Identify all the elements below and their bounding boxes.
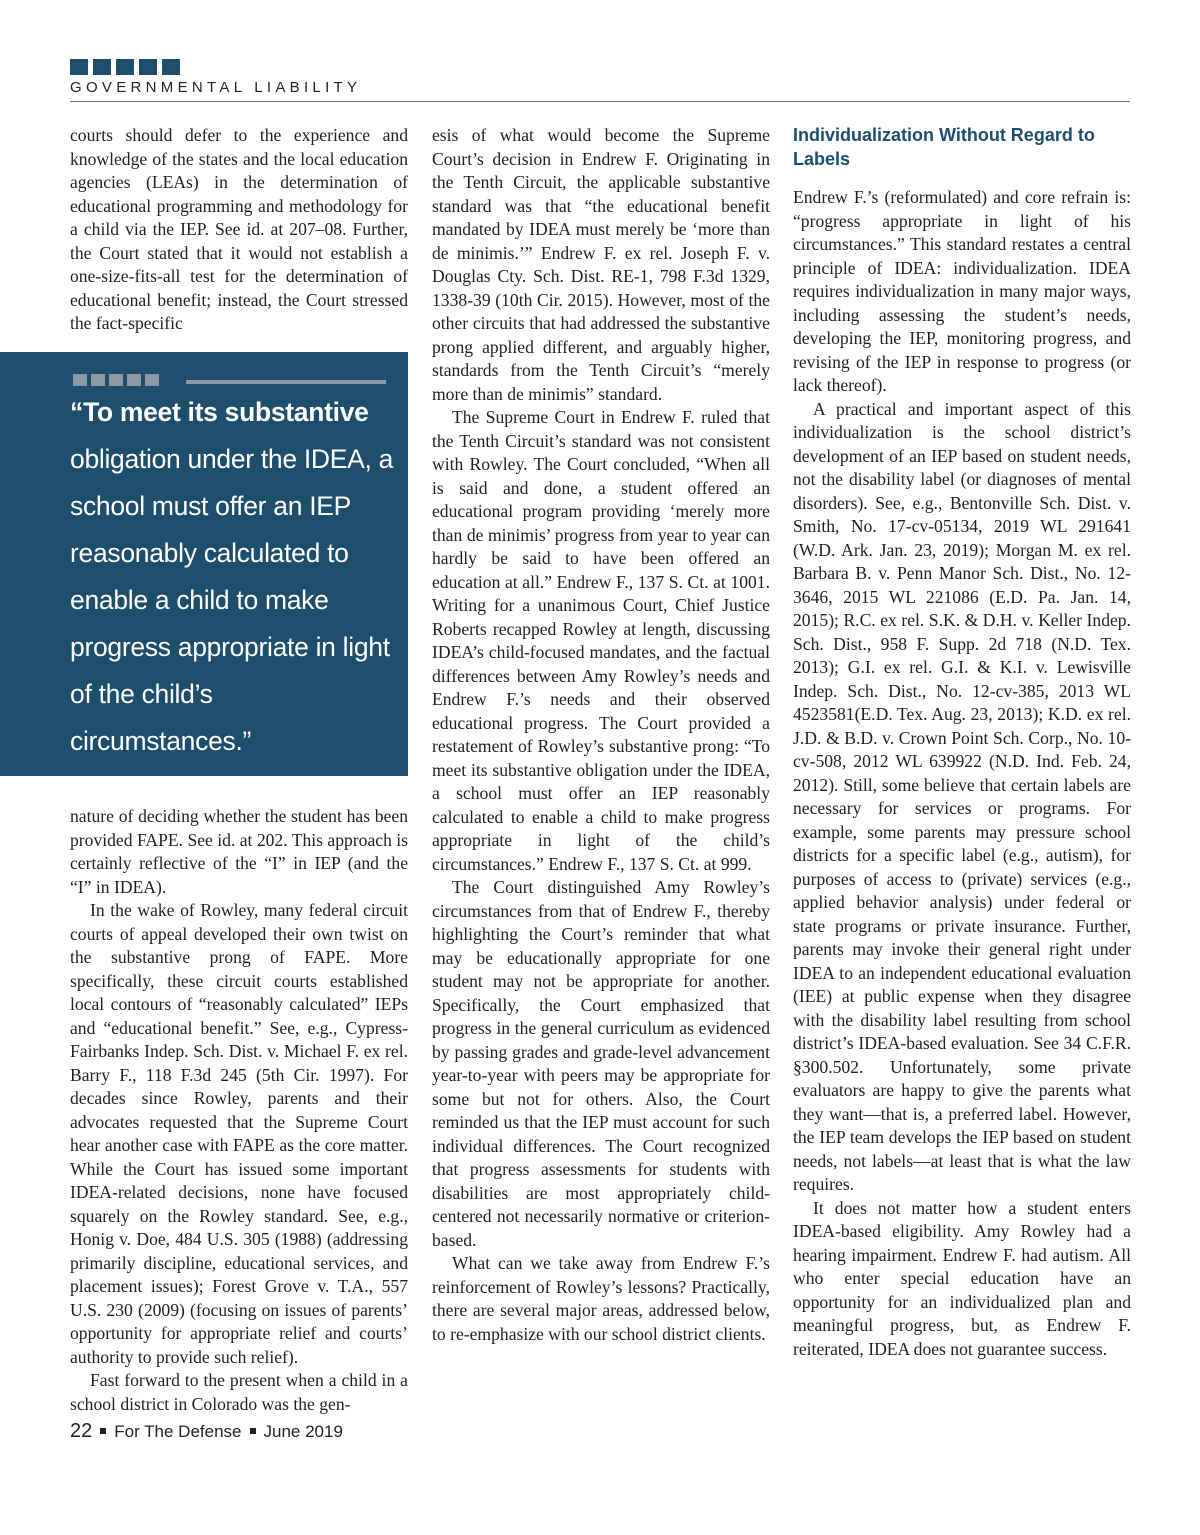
section-label: GOVERNMENTAL LIABILITY: [70, 79, 362, 96]
header-square: [162, 59, 180, 75]
paragraph: Fast forward to the present when a child in a school district in Colorado was the gen-: [70, 1370, 408, 1414]
ornament-square: [91, 374, 105, 386]
ornament-square: [127, 374, 141, 386]
paragraph: The Supreme Court in Endrew F. ruled that the Tenth Circuit’s standard was not consistent with Rowley. The Court concluded, “When all is said and done, a student offered an educational program providing ‘merely more than de minimis’ progress from year to year can hardly be said to have been offered an education at all.” Endrew F., 137 S. Ct. at 1001. Writing for a unanimous Court, Chief Justice Roberts recapped Rowley at length, discussing IDEA’s child-focused mandates, and the factual differences between Amy Rowley’s needs and Endrew F.’s needs and their observed educational progress. The Court provided a restatement of Rowley’s substantive prong: “To meet its substantive obligation under the IDEA, a school must offer an IEP reasonably calculated to enable a child to make progress appropriate in light of the child’s circumstances.” Endrew F., 137 S. Ct. at 999.: [432, 407, 770, 874]
separator-dot: [100, 1428, 106, 1434]
paragraph: Endrew F.’s (reformulated) and core refrain is: “progress appropriate in light of his circumstances.” This standard restates a central principle of IDEA: individualization. IDEA requires individualization in many major ways, including assessing the student’s needs, developing the IEP, monitoring progress, and revising of the IEP in response to progress (or lack thereof).: [793, 187, 1131, 395]
header-rule: [70, 101, 1130, 102]
paragraph: A practical and important aspect of this individualization is the school district’s development of an IEP based on student needs, not the disability label (or diagnoses of mental disorders). See, e.g., Bentonville Sch. Dist. v. Smith, No. 17-cv-05134, 2019 WL 291641 (W.D. Ark. Jan. 23, 2019); Morgan M. ex rel. Barbara B. v. Penn Manor Sch. Dist., No. 12-3646, 2015 WL 221086 (E.D. Pa. Jan. 14, 2015); R.C. ex rel. S.K. & D.H. v. Keller Indep. Sch. Dist., 958 F. Supp. 2d 718 (N.D. Tex. 2013); G.I. ex rel. G.I. & K.I. v. Lewisville Indep. Sch. Dist., No. 12-cv-385, 2013 WL 4523581(E.D. Tex. Aug. 23, 2013); K.D. ex rel. J.D. & B.D. v. Crown Point Sch. Corp., No. 10-cv-508, 2012 WL 639922 (N.D. Ind. Feb. 24, 2012). Still, some believe that certain labels are necessary for services or programs. For example, some parents may pressure school districts for a specific label (e.g., autism), for purposes of access to (private) services (e.g., applied behavior analysis) under federal or state programs or private insurance. Further, parents may invoke their general right under IDEA to an independent educational evaluation (IEE) at public expense when they disagree with the disability label resulting from school district’s IDEA-based evaluation. See 34 C.F.R. §300.502. Unfortunately, some private evaluators are happy to give the parents what they want—that is, a preferred label. However, the IEP team develops the IEP based on student needs, not labels—at least that is what the law requires.: [793, 398, 1131, 1194]
pull-quote-body: obligation under the IDEA, a school must offer an IEP reasonably calculated to enable a child to make progress appropriate in light of the child’s circumstances.”: [70, 444, 394, 756]
section-heading: Individualization Without Regard to Labels: [793, 125, 1095, 169]
paragraph: nature of deciding whether the student has been provided FAPE. See id. at 202. This approach is certainly reflective of the “I” in IEP (and the “I” in IDEA).: [70, 806, 408, 897]
header-square: [116, 59, 134, 75]
paragraph: It does not matter how a student enters IDEA-based eligibility. Amy Rowley had a hearing impairment. Endrew F. had autism. All who enter special education have an opportunity for an individualized plan and meaningful progress, but, as Endrew F. reiterated, IDEA does not guarantee success.: [793, 1197, 1131, 1359]
page-number: 22: [70, 1420, 93, 1442]
separator-dot: [250, 1428, 256, 1434]
ornament-square: [109, 374, 123, 386]
pull-quote-rule: [186, 380, 386, 384]
header-square: [93, 59, 111, 75]
paragraph: In the wake of Rowley, many federal circuit courts of appeal developed their own twist on the substantive prong of FAPE. More specifically, these circuit courts established local contours of “reasonably calculated” IEPs and “educational benefit.” See, e.g., Cypress-Fairbanks Indep. Sch. Dist. v. Michael F. ex rel. Barry F., 118 F.3d 245 (5th Cir. 1997). For decades since Rowley, parents and their advocates requested that the Supreme Court hear another case with FAPE as the core matter. While the Court has issued some important IDEA-related decisions, none have focused squarely on the Rowley standard. See, e.g., Honig v. Doe, 484 U.S. 305 (1988) (addressing primarily discipline, educational services, and placement issues); Forest Grove v. T.A., 557 U.S. 230 (2009) (focusing on issues of parents’ opportunity for appropriate relief and courts’ authority to provide such relief).: [70, 900, 408, 1367]
paragraph: What can we take away from Endrew F.’s reinforcement of Rowley’s lessons? Practically, there are several major areas, addressed below, to re-emphasize with our school district clients.: [432, 1253, 770, 1344]
ornament-square: [145, 374, 159, 386]
publication-name: For The Defense: [114, 1422, 242, 1441]
right-column: [793, 186, 1131, 1359]
header-squares: [70, 59, 180, 75]
issue-date: June 2019: [263, 1422, 343, 1441]
header-square: [139, 59, 157, 75]
pull-quote-lead: “To meet its substantive: [70, 397, 369, 427]
middle-column: [432, 124, 770, 1344]
left-column-bottom: [70, 805, 408, 1447]
pull-quote-ornament: [73, 374, 159, 386]
ornament-square: [73, 374, 87, 386]
paragraph: courts should defer to the experience and knowledge of the states and the local education agencies (LEAs) in the determination of educational programming and methodology for a child via the IEP. See id. at 207–08. Further, the Court stated that it would not establish a one-size-fits-all test for the determination of educational benefit; instead, the Court stressed the fact-specific: [70, 125, 408, 333]
paragraph: esis of what would become the Supreme Court’s decision in Endrew F. Originating in the Tenth Circuit, the applicable substantive standard was that “the educational benefit mandated by IDEA must merely be ‘more than de minimis.’” Endrew F. ex rel. Joseph F. v. Douglas Cty. Sch. Dist. RE-1, 798 F.3d 1329, 1338-39 (10th Cir. 2015). However, most of the other circuits that had addressed the substantive prong applied different, and arguably higher, standards from the Tenth Circuit’s “merely more than de minimis” standard.: [432, 125, 770, 404]
left-column-top: [70, 124, 408, 338]
paragraph: The Court distinguished Amy Rowley’s circumstances from that of Endrew F., thereby highlighting the Court’s reminder that what may be educationally appropriate for one student may not be appropriate for another. Specifically, the Court emphasized that progress in the general curriculum as evidenced by passing grades and grade-level advancement year-to-year with peers may be appropriate for some but not for others. Also, the Court reminded us that the IEP must account for such individual differences. The Court recognized that progress assessments for students with disabilities are most appropriately child-centered not necessarily normative or criterion-based.: [432, 877, 770, 1250]
pull-quote-text: [70, 389, 400, 765]
pull-quote: [0, 352, 408, 776]
header-square: [70, 59, 88, 75]
page-footer: [70, 1420, 343, 1443]
